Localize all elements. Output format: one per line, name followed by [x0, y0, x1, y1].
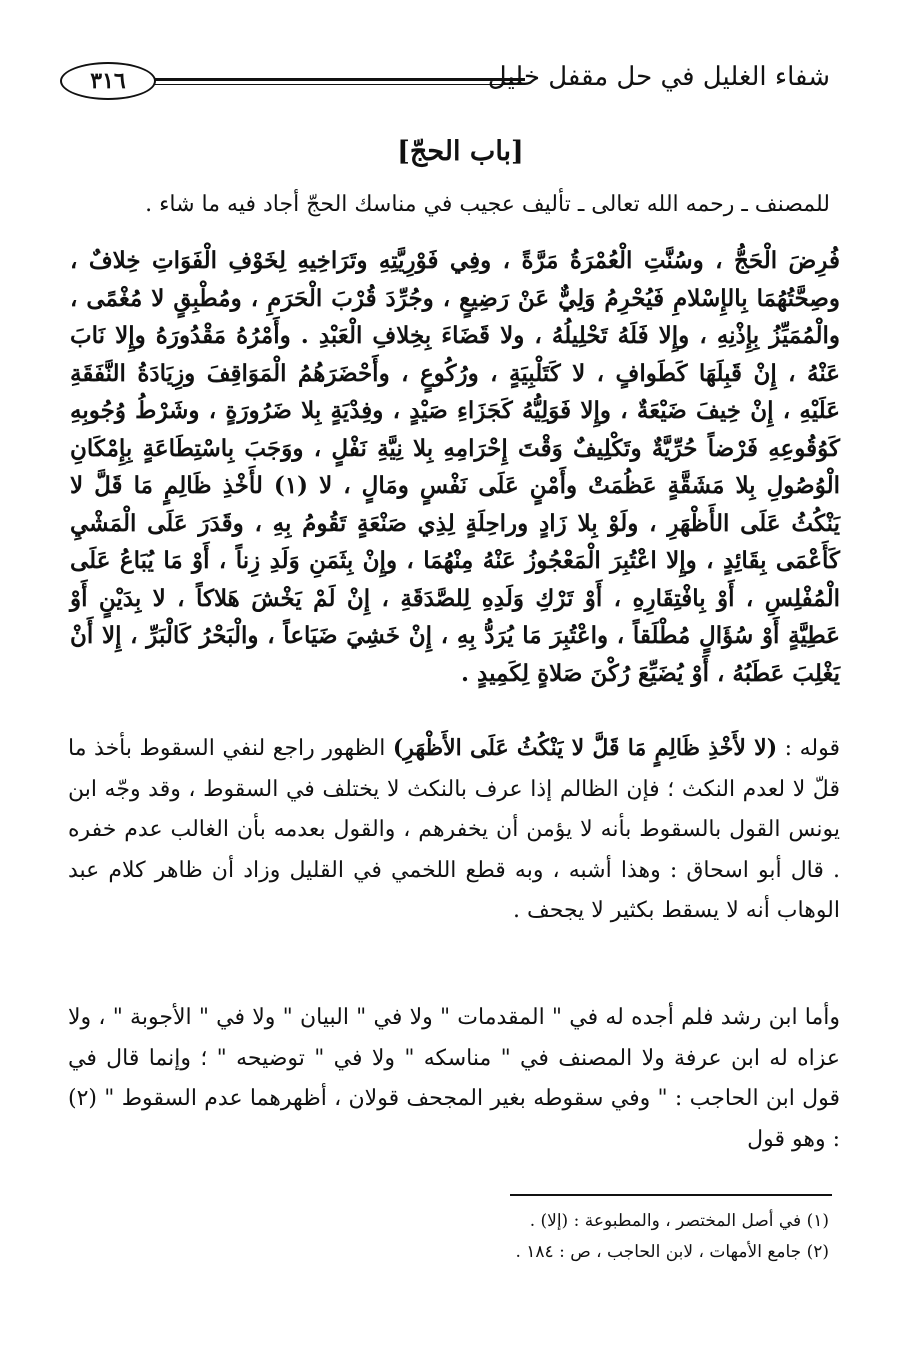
intro-note: للمصنف ـ رحمه الله تعالى ـ تأليف عجيب في مناسك الحجّ أجاد فيه ما شاء .	[145, 192, 830, 217]
commentary-lead: قوله :	[777, 736, 841, 761]
commentary-body: الظهور راجع لنفي السقوط بأخذ ما قلّ لا لعدم النكث ؛ فإن الظالم إذا عرف بالنكث لا يختلف في السقوط ، وقد وجّه ابن يونس القول بالسقوط بأنه لا يؤمن أن يخفرهم ، والقول بعدمه بأن الغالب عدم خفره . قال أبو اسحاق : وهذا أشبه ، وبه قطع اللخمي في القليل وزاد أن ظاهر كلام عبد الوهاب أنه لا يسقط بكثير لا يجحف .	[68, 736, 840, 923]
footnote-2: (٢) جامع الأمهات ، لابن الحاجب ، ص : ١٨٤ .	[515, 1242, 829, 1262]
header-rule-thin	[150, 84, 525, 85]
matn-text: فُرِضَ الْحَجُّ ، وسُنَّتِ الْعُمْرَةُ مَرَّةً ، وفِي فَوْرِيَّتِهِ وتَرَاخِيهِ لِخَوْفِ الْفَوَاتِ خِلافٌ ، وصِحَّتُهُمَا بِالإِسْلامِ فَيُحْرِمُ وَلِيٌّ عَنْ رَضِيعٍ ، وجُرِّدَ قُرْبَ الْحَرَمِ ، ومُطْبِقٍ لا مُغْمًى ، والْمُمَيِّزُ بِإِذْنِهِ ، وإِلا فَلَهُ تَحْلِيلُهُ ، ولا قَضَاءَ بِخِلافِ الْعَبْدِ . وأَمْرُهُ مَقْدُورَهُ وإِلا نَابَ عَنْهُ ، إِنْ قَبِلَهَا كَطَوافٍ ، لا كَتَلْبِيَةٍ ، ورُكُوعٍ ، وأَحْضَرَهُمُ الْمَوَاقِفَ وزِيَادَةُ النَّفَقَةِ عَلَيْهِ ، إِنْ خِيفَ ضَيْعَةٌ ، وإِلا فَوَلِيُّهُ كَجَزَاءِ صَيْدٍ ، وفِدْيَةٍ بِلا ضَرُورَةٍ ، وشَرْطُ وُجُوبِهِ كَوُقُوعِهِ فَرْضاً حُرِّيَّةٌ وتَكْلِيفٌ وَقْتَ إِحْرَامِهِ بِلا نِيَّةِ نَفْلٍ ، ووَجَبَ بِاسْتِطَاعَةٍ بِإِمْكَانِ الْوُصُولِ بِلا مَشَقَّةٍ عَظُمَتْ وأَمْنٍ عَلَى نَفْسٍ ومَالٍ ، لا (١) لأَخْذِ ظَالِمٍ مَا قَلَّ لا يَنْكُثُ عَلَى الأَظْهَرِ ، ولَوْ بِلا زَادٍ وراحِلَةٍ لِذِي صَنْعَةٍ تَقُومُ بِهِ ، وقَدَرَ عَلَى الْمَشْيِ كَأَعْمَى بِقَائِدٍ ، وإِلا اعْتُبِرَ الْمَعْجُوزُ عَنْهُ مِنْهُمَا ، وإِنْ بِثَمَنِ وَلَدِ زِناً ، أَوْ مَا يُبَاعُ عَلَى الْمُفْلِسِ ، أَوْ بِافْتِقَارِهِ ، أَوْ تَرْكِ وَلَدِهِ لِلصَّدَقَةِ ، إِنْ لَمْ يَخْشَ هَلاكاً ، لا بِدَيْنٍ أَوْ عَطِيَّةٍ أَوْ سُؤَالٍ مُطْلَقاً ، واعْتُبِرَ مَا يُرَدُّ بِهِ ، إِنْ خَشِيَ ضَيَاعاً ، والْبَحْرُ كَالْبَرِّ ، إِلا أَنْ يَغْلِبَ عَطَبُهُ ، أَوْ يُضَيِّعَ رُكْنَ صَلاةٍ لِكَمِيدٍ .	[70, 247, 840, 687]
page-header	[60, 62, 830, 108]
header-rule-thick	[150, 78, 525, 81]
commentary-quoted-matn: (لا لأَخْذِ ظَالِمٍ مَا قَلَّ لا يَنْكُثُ عَلَى الأَظْهَرِ)	[392, 735, 778, 761]
commentary-paragraph-2: وأما ابن رشد فلم أجده له في " المقدمات " ولا في " البيان " ولا في " الأجوبة " ، ولا عزاه له ابن عرفة ولا المصنف في " مناسكه " ولا في " توضيحه " ؛ وإنما قال في قول ابن الحاجب : " وفي سقوطه بغير المجحف قولان ، أظهرهما عدم السقوط " (٢) : وهو قول	[68, 1005, 840, 1152]
page-number: ٣١٦	[60, 62, 156, 100]
footnotes	[409, 1206, 829, 1268]
running-title: شفاء الغليل في حل مقفل خليل	[487, 62, 830, 92]
commentary-paragraph-1	[68, 728, 840, 932]
footnote-separator	[510, 1194, 832, 1196]
chapter-title: [باب الحجّ]	[397, 136, 524, 167]
footnote-1: (١) في أصل المختصر ، والمطبوعة : (إلا) .	[529, 1211, 829, 1231]
